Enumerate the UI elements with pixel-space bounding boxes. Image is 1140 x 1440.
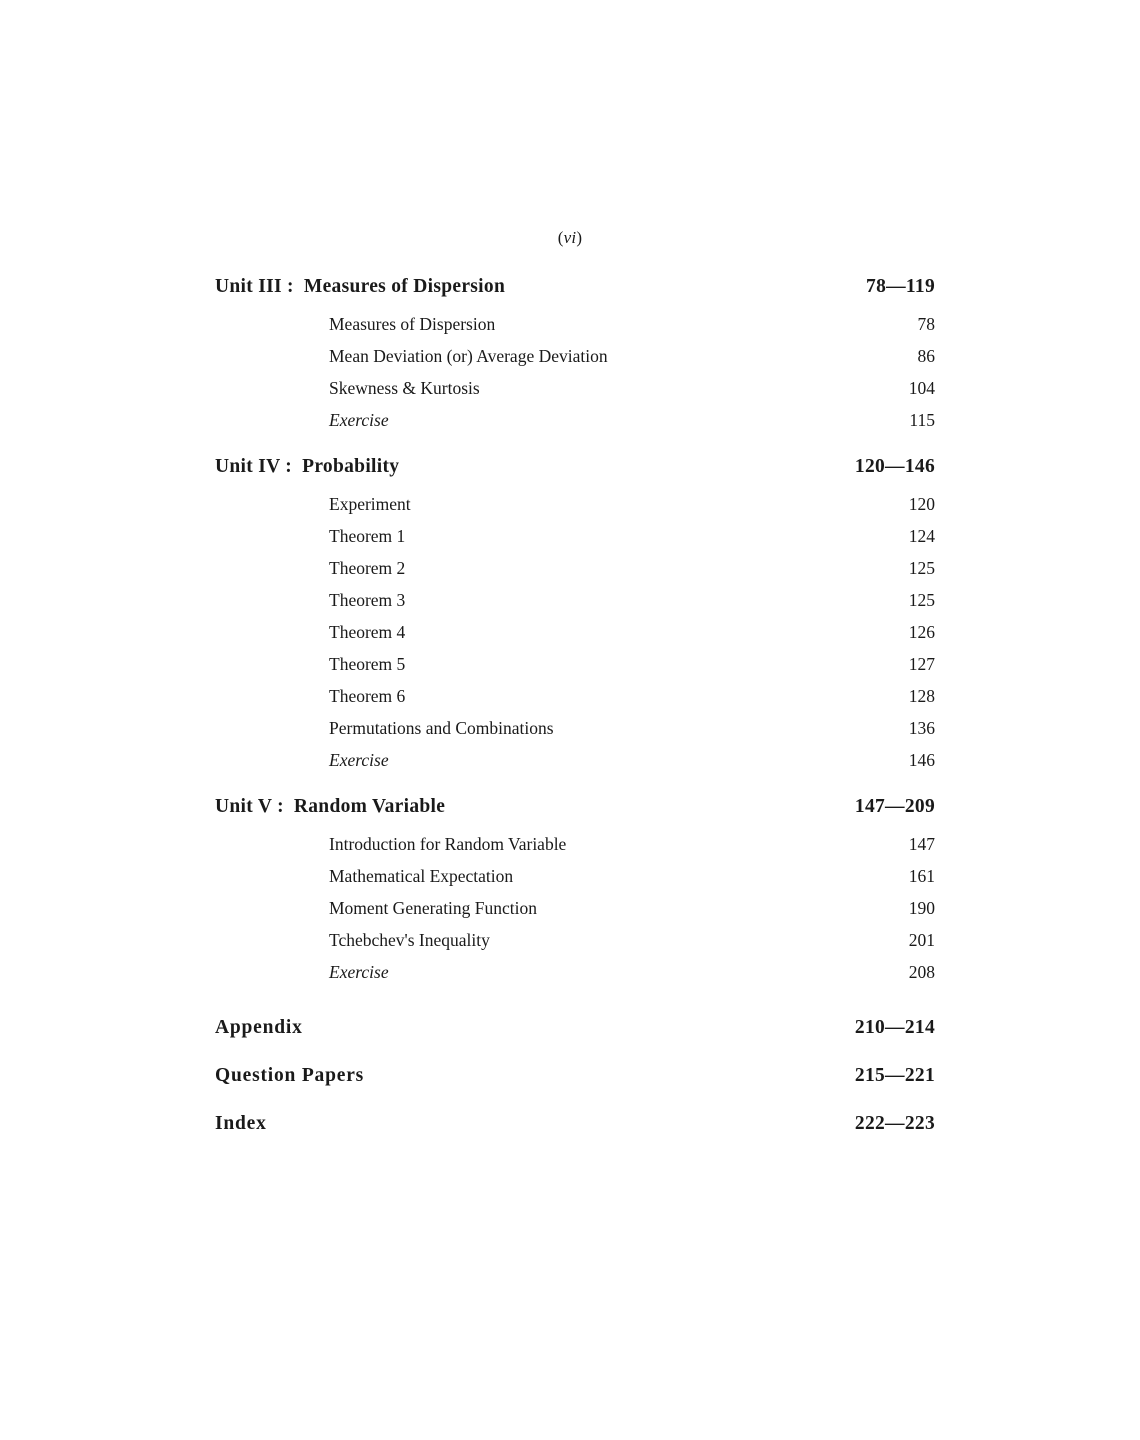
toc-entry-exercise[interactable]: [215, 404, 935, 436]
table-of-contents: [215, 272, 935, 1148]
toc-unit-title: Measures of Dispersion: [303, 276, 506, 297]
toc-entry-title: Measures of Dispersion: [329, 313, 496, 334]
toc-unit-heading[interactable]: [215, 272, 935, 308]
toc-unit-title: Probability: [302, 456, 400, 477]
section-gap: [215, 436, 935, 452]
toc-entry[interactable]: [215, 340, 935, 372]
toc-entry-title: Introduction for Random Variable: [329, 833, 567, 854]
toc-entry[interactable]: [215, 828, 935, 860]
toc-entry[interactable]: [215, 488, 935, 520]
toc-entry[interactable]: [215, 924, 935, 956]
toc-entry-exercise[interactable]: [215, 744, 935, 776]
toc-entry-page: 201: [908, 929, 935, 950]
toc-entry-page: 125: [908, 557, 935, 578]
section-gap: [215, 988, 935, 1004]
toc-entry-title: Theorem 6: [329, 685, 406, 706]
toc-entry-page: 126: [908, 621, 935, 642]
toc-entry-page: 104: [908, 377, 935, 398]
toc-unit-block: [215, 452, 935, 776]
toc-unit-heading[interactable]: [215, 792, 935, 828]
toc-entry-page: 190: [908, 897, 935, 918]
toc-entry-title: Theorem 3: [329, 589, 406, 610]
toc-entry-title: Permutations and Combinations: [329, 717, 554, 738]
toc-tail-pagerange: 215—221: [854, 1065, 935, 1086]
toc-entry-title: Theorem 2: [329, 557, 406, 578]
toc-unit-block: [215, 792, 935, 988]
toc-tail-pagerange: 222—223: [854, 1113, 935, 1134]
toc-entry-page: 208: [908, 961, 935, 982]
section-gap: [215, 776, 935, 792]
toc-entry-page: 78: [917, 313, 935, 334]
toc-unit-pagerange: 78—119: [866, 276, 935, 297]
toc-unit-heading[interactable]: [215, 452, 935, 488]
toc-entry-title: Mean Deviation (or) Average Deviation: [329, 345, 608, 366]
toc-entry[interactable]: [215, 520, 935, 552]
toc-tail-section[interactable]: [215, 1004, 935, 1052]
toc-entry[interactable]: [215, 860, 935, 892]
toc-unit-label: Unit III :: [215, 276, 294, 297]
toc-tail-pagerange: 210—214: [854, 1017, 935, 1038]
toc-entry-title: Exercise: [329, 409, 389, 430]
toc-entry-title: Mathematical Expectation: [329, 865, 514, 886]
toc-entry[interactable]: [215, 712, 935, 744]
toc-entry[interactable]: [215, 372, 935, 404]
toc-unit-block: [215, 272, 935, 436]
toc-tail-title: Appendix: [215, 1017, 303, 1038]
toc-entry-page: 120: [908, 493, 935, 514]
toc-unit-pagerange: 147—209: [854, 796, 935, 817]
toc-entry-title: Exercise: [329, 961, 389, 982]
toc-entry-title: Theorem 1: [329, 525, 406, 546]
toc-entry[interactable]: [215, 308, 935, 340]
toc-entry[interactable]: [215, 680, 935, 712]
toc-entry-page: 125: [908, 589, 935, 610]
toc-unit-pagerange: 120—146: [854, 456, 935, 477]
toc-entry-page: 146: [908, 749, 935, 770]
toc-entry-title: Exercise: [329, 749, 389, 770]
toc-entry[interactable]: [215, 616, 935, 648]
folio-suffix: ): [576, 228, 583, 247]
folio-roman-numeral: vi: [563, 228, 577, 247]
toc-entry-page: 161: [908, 865, 935, 886]
toc-entry-page: 127: [908, 653, 935, 674]
toc-entry-page: 147: [908, 833, 935, 854]
toc-unit-label: Unit V :: [215, 796, 284, 817]
toc-unit-label: Unit IV :: [215, 456, 293, 477]
toc-entry-page: 124: [908, 525, 935, 546]
toc-tail-section[interactable]: [215, 1100, 935, 1148]
toc-entry-page: 136: [908, 717, 935, 738]
toc-tail-title: Index: [215, 1113, 267, 1134]
toc-entry-title: Skewness & Kurtosis: [329, 377, 480, 398]
toc-tail-title: Question Papers: [215, 1065, 365, 1086]
toc-entry-title: Tchebchev's Inequality: [329, 929, 490, 950]
page-folio: [0, 228, 1140, 248]
toc-entry-page: 86: [917, 345, 935, 366]
toc-entry[interactable]: [215, 584, 935, 616]
toc-unit-title: Random Variable: [293, 796, 446, 817]
toc-entry-page: 115: [909, 409, 935, 430]
folio-prefix: (: [557, 228, 564, 247]
toc-entry-page: 128: [908, 685, 935, 706]
toc-entry-title: Theorem 4: [329, 621, 406, 642]
toc-entry[interactable]: [215, 892, 935, 924]
toc-tail-section[interactable]: [215, 1052, 935, 1100]
toc-entry-title: Moment Generating Function: [329, 897, 538, 918]
toc-entry-exercise[interactable]: [215, 956, 935, 988]
toc-entry-title: Experiment: [329, 493, 411, 514]
toc-entry[interactable]: [215, 648, 935, 680]
toc-entry[interactable]: [215, 552, 935, 584]
toc-entry-title: Theorem 5: [329, 653, 406, 674]
